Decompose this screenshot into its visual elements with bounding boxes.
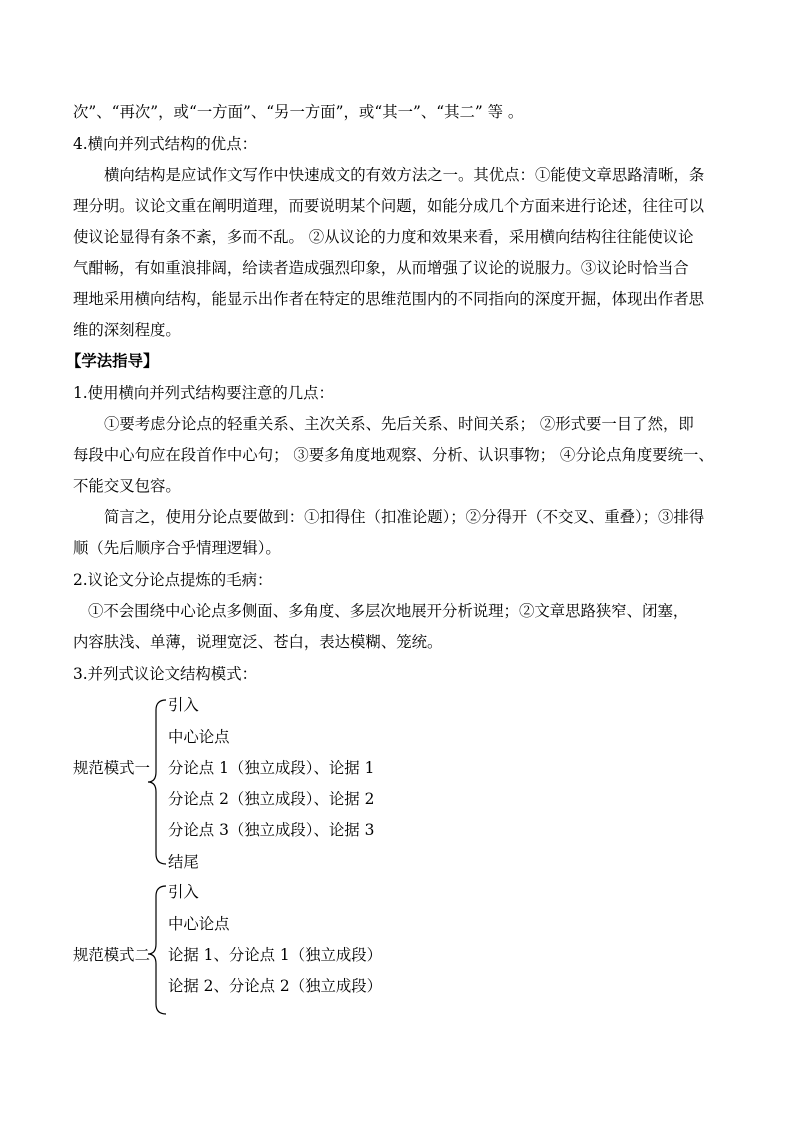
paragraph-line: ①不会围绕中心论点多侧面、多角度、多层次地展开分析说理；②文章思路狭窄、闭塞， xyxy=(88,602,689,620)
paragraph-continuation: 次”、“再次”，或“一方面”、“另一方面”，或“其一”、“其二” 等 。 xyxy=(73,103,524,121)
mode2-item: 论据 2、分论点 2（独立成段） xyxy=(168,977,383,995)
paragraph-line: ①要考虑分论点的轻重关系、主次关系、先后关系、时间关系； ②形式要一目了然，即 xyxy=(104,415,694,433)
mode1-item: 分论点 2（独立成段）、论据 2 xyxy=(168,790,375,808)
heading-points: 1.使用横向并列式结构要注意的几点： xyxy=(73,384,334,402)
heading-structure: 3.并列式议论文结构模式： xyxy=(73,665,257,683)
mode1-item: 结尾 xyxy=(168,853,199,871)
mode2-item: 论据 1、分论点 1（独立成段） xyxy=(168,946,383,964)
mode1-brace xyxy=(146,698,168,866)
mode2-label: 规范模式二 xyxy=(73,946,150,964)
paragraph-line: 气酣畅，有如重浪排阔，给读者造成强烈印象，从而增强了议论的说服力。③议论时恰当合 xyxy=(73,259,689,277)
paragraph-line: 每段中心句应在段首作中心句； ③要多角度地观察、分析、认识事物； ④分论点角度要统一、 xyxy=(73,446,714,464)
paragraph-line: 理地采用横向结构，能显示出作者在特定的思维范围内的不同指向的深度开掘，体现出作者思 xyxy=(73,290,705,308)
paragraph-line: 理分明。议论文重在阐明道理，而要说明某个问题，如能分成几个方面来进行论述，往往可以 xyxy=(73,197,705,215)
mode2-item: 中心论点 xyxy=(168,915,230,933)
paragraph-line: 使议论显得有条不紊，多而不乱。 ②从议论的力度和效果来看，采用横向结构往往能使议论 xyxy=(73,228,694,246)
mode2-brace xyxy=(146,884,168,1016)
mode1-item: 分论点 1（独立成段）、论据 1 xyxy=(168,759,375,777)
mode2-item: 引入 xyxy=(168,883,199,901)
paragraph-line: 横向结构是应试作文写作中快速成文的有效方法之一。其优点：①能使文章思路清晰，条 xyxy=(104,166,705,184)
paragraph-line: 简言之，使用分论点要做到：①扣得住（扣准论题）；②分得开（不交叉、重叠）；③排得 xyxy=(104,508,705,526)
mode1-item: 中心论点 xyxy=(168,728,230,746)
mode1-item: 引入 xyxy=(168,696,199,714)
paragraph-line: 不能交叉包容。 xyxy=(73,477,181,495)
paragraph-line: 顺（先后顺序合乎情理逻辑）。 xyxy=(73,539,281,557)
mode1-item: 分论点 3（独立成段）、论据 3 xyxy=(168,821,375,839)
section-title: 【学法指导】 xyxy=(66,352,159,370)
heading-problems: 2.议论文分论点提炼的毛病： xyxy=(73,571,273,589)
mode1-label: 规范模式一 xyxy=(73,759,150,777)
paragraph-line: 内容肤浅、单薄，说理宽泛、苍白，表达模糊、笼统。 xyxy=(73,633,443,651)
paragraph-line: 维的深刻程度。 xyxy=(73,321,181,339)
heading-advantages: 4.横向并列式结构的优点： xyxy=(73,135,257,153)
